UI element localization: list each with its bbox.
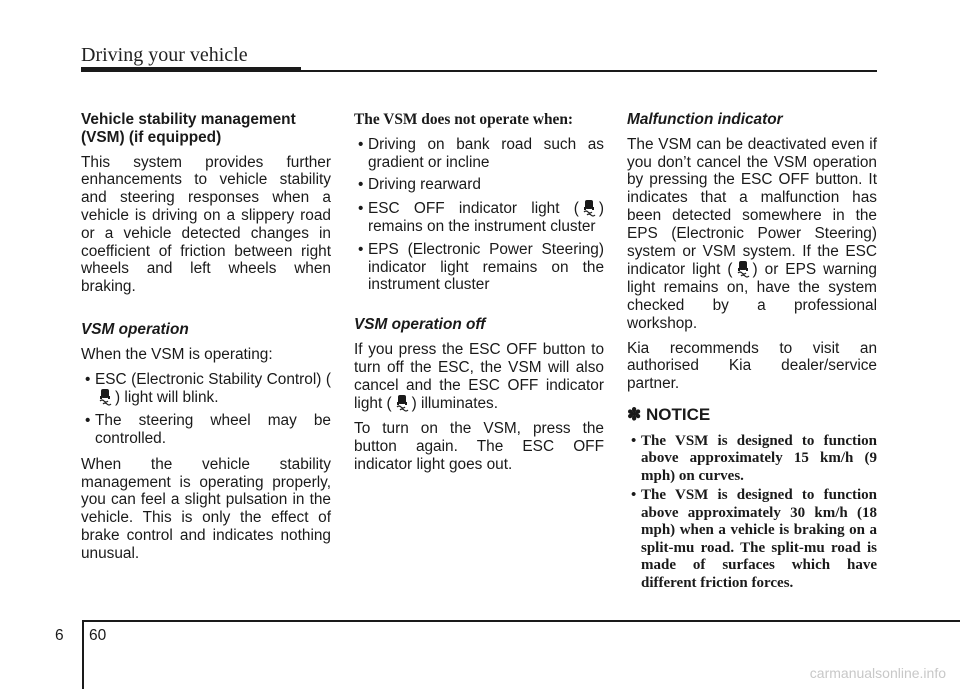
header-rule-thin — [301, 70, 877, 72]
list-item: • The steering wheel may be controlled. — [81, 412, 331, 448]
vsm-turn-on-para: To turn on the VSM, press the button again. The ESC OFF indicator light goes out. — [354, 420, 604, 473]
running-header: Driving your vehicle — [81, 44, 248, 66]
footer-vertical-rule — [82, 620, 84, 689]
vsm-operation-off-para: If you press the ESC OFF button to turn off the ESC, the VSM will also cancel and the ESC OFF indicator light ( ) illuminates. — [354, 340, 604, 413]
malfunction-para: The VSM can be deactivated even if you don’t cancel the VSM operation by pressing the ESC OFF button. It indicates that a malfunction has been detected somewhere in the EPS (Electronic Power Steering) system or VSM system. If the ESC indicator light ( ) or EPS warning light remains on, have the system checked by a professional workshop. — [627, 135, 877, 332]
column-3 — [627, 111, 877, 600]
list-item: • The VSM is designed to function above approximately 15 km/h (9 mph) on curves. — [627, 433, 877, 486]
section-number: 6 — [55, 627, 64, 644]
esc-skid-car-icon — [736, 260, 750, 278]
notice-title: ✽ NOTICE — [627, 404, 711, 424]
column-1 — [81, 111, 331, 570]
list-item: • Driving on bank road such as gradient or incline — [354, 136, 604, 172]
vsm-operation-note: When the vehicle stability management is operating properly, you can feel a slight pulsation in the vehicle. This is only the effect of brake control and indicates nothing unusual. — [81, 455, 331, 562]
list-item: • EPS (Electronic Power Steering) indicator light remains on the instrument cluster — [354, 241, 604, 294]
esc-off-skid-car-icon — [582, 199, 596, 217]
notice-list — [627, 433, 877, 593]
vsm-not-operate-list — [354, 136, 604, 294]
malfunction-heading: Malfunction indicator — [627, 111, 783, 128]
list-item: • Driving rearward — [354, 176, 604, 194]
esc-skid-car-icon — [98, 388, 112, 406]
vsm-operation-off-heading: VSM operation off — [354, 316, 486, 334]
esc-off-skid-car-icon — [395, 394, 409, 412]
vsm-not-operate-heading: The VSM does not operate when: — [354, 111, 574, 128]
vsm-operation-heading: VSM operation — [81, 320, 189, 338]
vsm-operation-intro: When the VSM is operating: — [81, 345, 273, 363]
footer-horizontal-rule — [84, 620, 960, 622]
vsm-intro: This system provides further enhancements to vehicle stability and steering responses when a vehicle is driving on a slippery road or a vehicle detected changes in coefficient of friction between right wheels and left wheels when braking. — [81, 153, 331, 296]
list-item: • ESC OFF indicator light ( ) remains on the instrument cluster — [354, 199, 604, 236]
header-rule-thick — [81, 67, 301, 72]
watermark: carmanualsonline.info — [809, 665, 946, 681]
list-item: • ESC (Electronic Stability Control) ( ) light will blink. — [81, 371, 331, 408]
page-number: 60 — [89, 627, 107, 644]
list-item: • The VSM is designed to function above approximately 30 km/h (18 mph) when a vehicle is braking on a split-mu road. The split-mu road is made of surfaces which have different friction forces. — [627, 487, 877, 592]
vsm-heading: Vehicle stability management (VSM) (if equipped) — [81, 111, 296, 146]
column-2 — [354, 111, 604, 481]
vsm-operation-list — [81, 371, 331, 448]
dealer-recommendation: Kia recommends to visit an authorised Kia dealer/service partner. — [627, 339, 877, 393]
